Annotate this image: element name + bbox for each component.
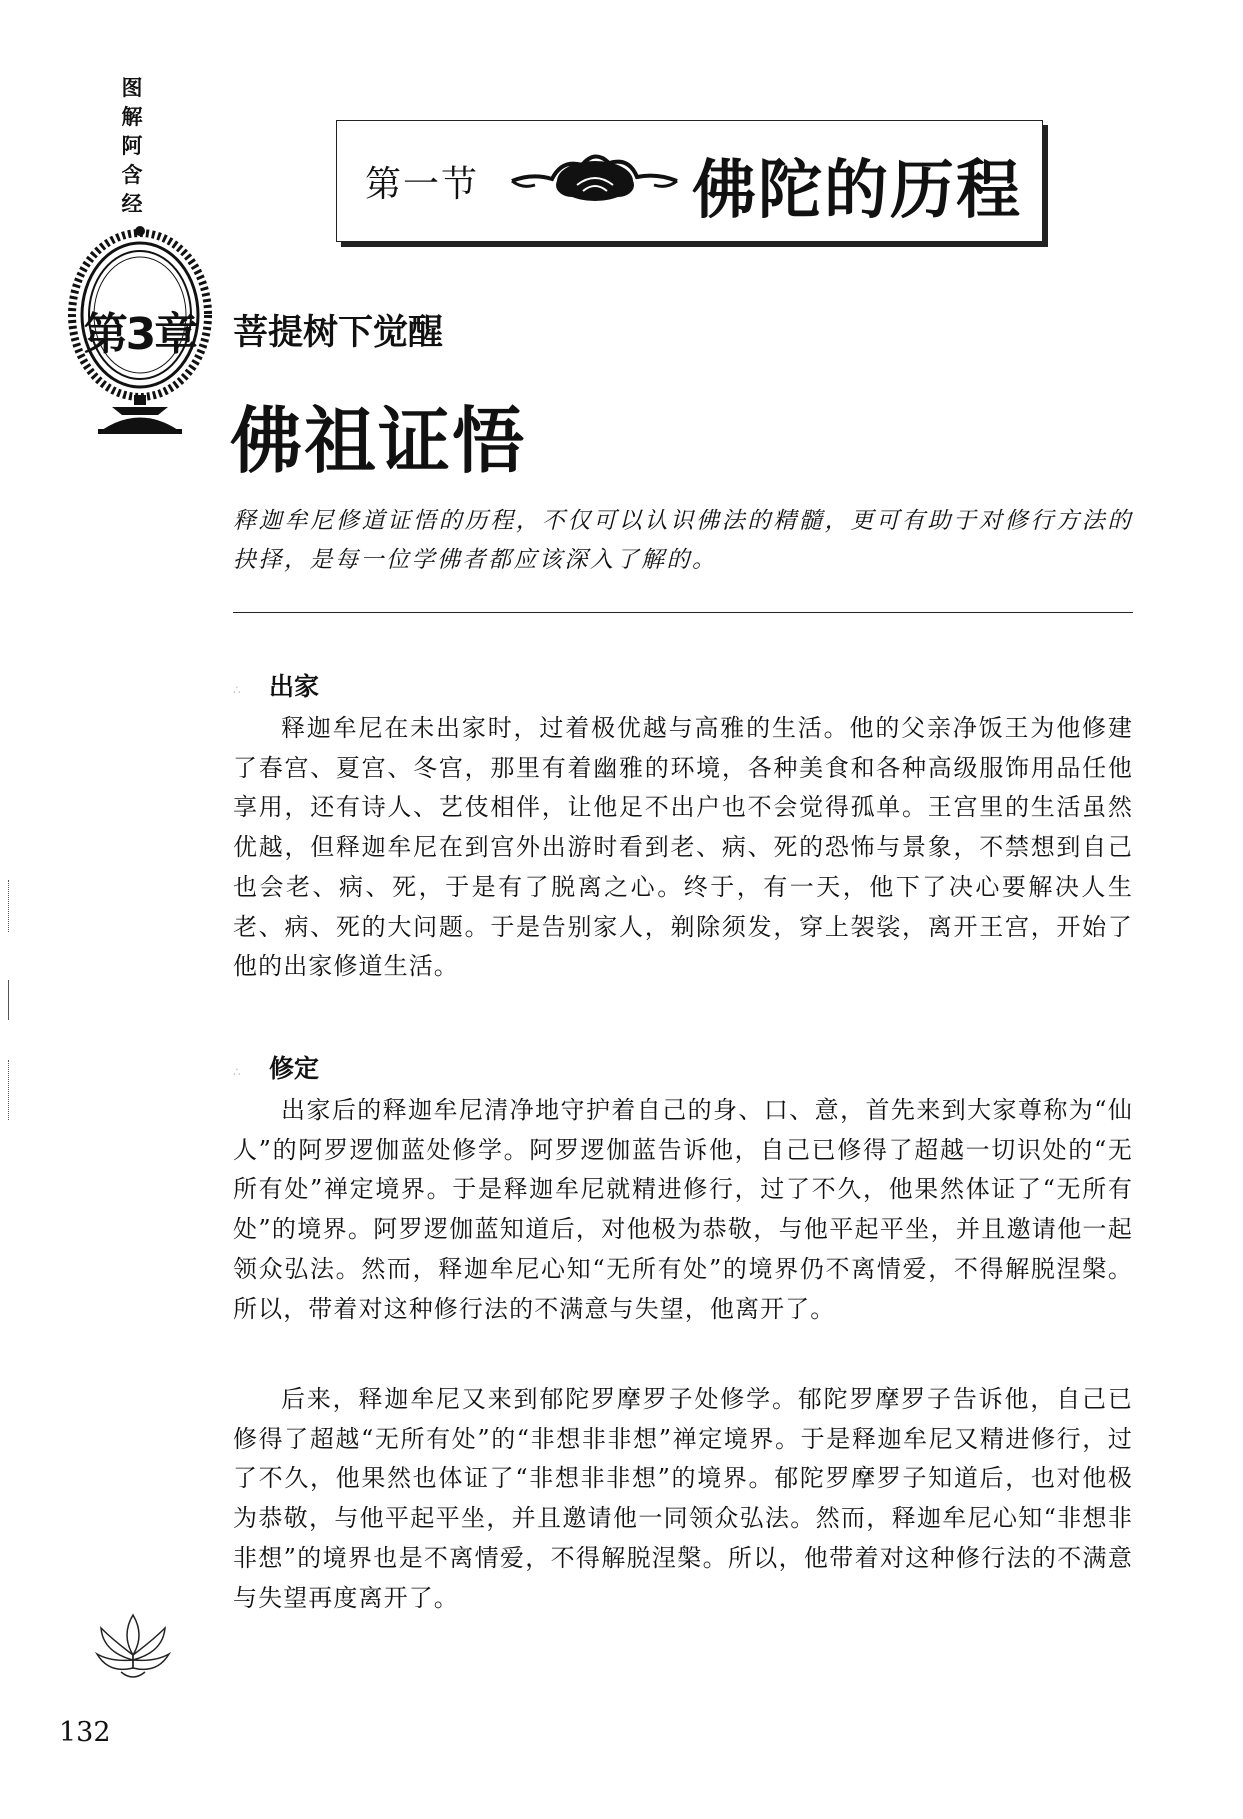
bullet-icon: ∴ — [233, 683, 241, 697]
chapter-medallion — [50, 225, 230, 440]
section-heading-text: 修定 — [269, 1054, 320, 1083]
section-heading — [233, 667, 319, 703]
bullet-icon: ∴ — [233, 1065, 241, 1079]
chapter-label: 第3章 — [83, 309, 197, 360]
scan-artifact — [8, 1060, 9, 1120]
divider — [233, 612, 1133, 613]
cloud-ornament-icon — [507, 149, 682, 209]
intro-paragraph: 释迦牟尼修道证悟的历程，不仅可以认识佛法的精髓，更可有助于对修行方法的抉择，是每一位学佛者都应该深入了解的。 — [233, 508, 1133, 573]
subtitle: 菩提树下觉醒 — [233, 312, 444, 353]
body-paragraph: 出家后的释迦牟尼清净地守护着自己的身、口、意，首先来到大家尊称为“仙人”的阿罗逻伽蓝处修学。阿罗逻伽蓝告诉他，自己已修得了超越一切识处的“无所有处”禅定境界。于是释迦牟尼就精进修行，过了不久，他果然体证了“无所有处”的境界。阿罗逻伽蓝知道后，对他极为恭敬，与他平起平坐，并且邀请他一起领众弘法。然而，释迦牟尼心知“无所有处”的境界仍不离情爱，不得解脱涅槃。所以，带着对这种修行法的不满意与失望，他离开了。 — [233, 1096, 1133, 1323]
page-number: 132 — [59, 1717, 111, 1748]
section-heading-text: 出家 — [269, 672, 320, 701]
body-paragraph: 后来，释迦牟尼又来到郁陀罗摩罗子处修学。郁陀罗摩罗子告诉他，自己已修得了超越“无所有处”的“非想非非想”禅定境界。于是释迦牟尼又精进修行，过了不久，他果然也体证了“非想非非想”的境界。郁陀罗摩罗子知道后，也对他极为恭敬，与他平起平坐，并且邀请他一同领众弘法。然而，释迦牟尼心知“非想非非想”的境界也是不离情爱，不得解脱涅槃。所以，他带着对这种修行法的不满意与失望再度离开了。 — [233, 1385, 1133, 1612]
book-title: 图解阿含经 — [121, 76, 143, 216]
lotus-ornament-icon — [93, 1610, 173, 1685]
scan-artifact — [8, 980, 9, 1020]
section-heading — [233, 1049, 319, 1085]
body-paragraph: 释迦牟尼在未出家时，过着极优越与高雅的生活。他的父亲净饭王为他修建了春宫、夏宫、冬宫，那里有着幽雅的环境，各种美食和各种高级服饰用品任他享用，还有诗人、艺伎相伴，让他足不出户也不会觉得孤单。王宫里的生活虽然优越，但释迦牟尼在到宫外出游时看到老、病、死的恐怖与景象，不禁想到自己也会老、病、死，于是有了脱离之心。终于，有一天，他下了决心要解决人生老、病、死的大问题。于是告别家人，剃除须发，穿上袈裟，离开王宫，开始了他的出家修道生活。 — [233, 714, 1133, 981]
scan-artifact — [8, 880, 9, 932]
section-title: 佛陀的历程 — [692, 154, 1022, 228]
section-number: 第一节 — [365, 164, 480, 205]
section-header-box — [336, 120, 1043, 242]
main-heading: 佛祖证悟 — [230, 398, 527, 483]
